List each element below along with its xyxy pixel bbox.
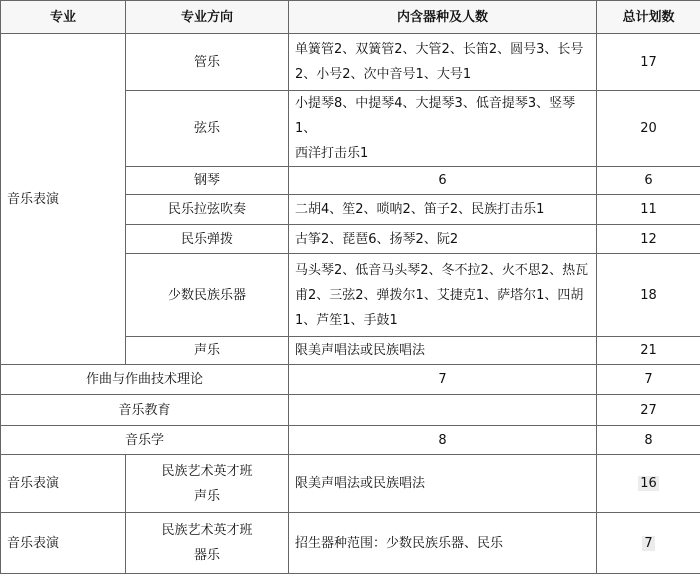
instruments-cell: 6 (289, 167, 597, 195)
total-cell (597, 455, 700, 513)
direction-line: 声乐 (132, 484, 282, 509)
instruments-cell (289, 91, 597, 167)
direction-line: 民族艺术英才班 (132, 459, 282, 484)
total-cell: 7 (597, 365, 700, 395)
header-total: 总计划数 (597, 1, 700, 34)
total-cell: 27 (597, 395, 700, 426)
header-instruments: 内含器种及人数 (289, 1, 597, 34)
instruments-cell: 招生器种范围：少数民族乐器、民乐 (289, 513, 597, 574)
total-cell: 18 (597, 254, 700, 337)
table-row (1, 426, 700, 455)
total-cell: 11 (597, 195, 700, 225)
major-cell: 音乐教育 (1, 395, 289, 426)
major-cell: 音乐学 (1, 426, 289, 455)
instruments-cell (289, 34, 597, 91)
instruments-cell: 二胡4、笙2、唢呐2、笛子2、民族打击乐1 (289, 195, 597, 225)
major-cell: 音乐表演 (1, 34, 126, 365)
total-cell: 20 (597, 91, 700, 167)
table-row (1, 365, 700, 395)
instruments-cell (289, 254, 597, 337)
instruments-line: 小提琴8、中提琴4、大提琴3、低音提琴3、竖琴1、 (295, 91, 590, 141)
instruments-line: 甫2、三弦2、弹拨尔1、艾捷克1、萨塔尔1、四胡 (295, 283, 590, 308)
total-cell: 6 (597, 167, 700, 195)
direction-cell: 民乐拉弦吹奏 (126, 195, 289, 225)
direction-line: 民族艺术英才班 (132, 518, 282, 543)
instruments-line: 1、芦笙1、手鼓1 (295, 308, 590, 333)
table-row (1, 34, 700, 91)
major-cell: 音乐表演 (1, 455, 126, 513)
header-row (1, 1, 700, 34)
major-cell: 音乐表演 (1, 513, 126, 574)
instruments-cell: 限美声唱法或民族唱法 (289, 337, 597, 365)
direction-cell (126, 513, 289, 574)
instruments-cell (289, 395, 597, 426)
total-cell: 8 (597, 426, 700, 455)
total-cell: 21 (597, 337, 700, 365)
direction-cell: 管乐 (126, 34, 289, 91)
instruments-line: 西洋打击乐1 (295, 141, 590, 166)
total-cell: 17 (597, 34, 700, 91)
direction-cell: 钢琴 (126, 167, 289, 195)
instruments-line: 2、小号2、次中音号1、大号1 (295, 62, 590, 87)
direction-cell: 声乐 (126, 337, 289, 365)
header-direction: 专业方向 (126, 1, 289, 34)
table-row (1, 395, 700, 426)
direction-cell: 少数民族乐器 (126, 254, 289, 337)
total-value: 7 (642, 536, 654, 551)
instruments-cell: 古筝2、琵琶6、扬琴2、阮2 (289, 225, 597, 254)
table-row (1, 455, 700, 513)
total-value: 16 (638, 476, 659, 491)
direction-line: 器乐 (132, 543, 282, 568)
instruments-line: 马头琴2、低音马头琴2、冬不拉2、火不思2、热瓦 (295, 258, 590, 283)
total-cell: 12 (597, 225, 700, 254)
major-cell: 作曲与作曲技术理论 (1, 365, 289, 395)
header-major: 专业 (1, 1, 126, 34)
table-row (1, 513, 700, 574)
instruments-cell: 7 (289, 365, 597, 395)
direction-cell: 弦乐 (126, 91, 289, 167)
total-cell (597, 513, 700, 574)
instruments-cell: 8 (289, 426, 597, 455)
direction-cell (126, 455, 289, 513)
instruments-cell: 限美声唱法或民族唱法 (289, 455, 597, 513)
direction-cell: 民乐弹拨 (126, 225, 289, 254)
instruments-line: 单簧管2、双簧管2、大管2、长笛2、圆号3、长号 (295, 37, 590, 62)
